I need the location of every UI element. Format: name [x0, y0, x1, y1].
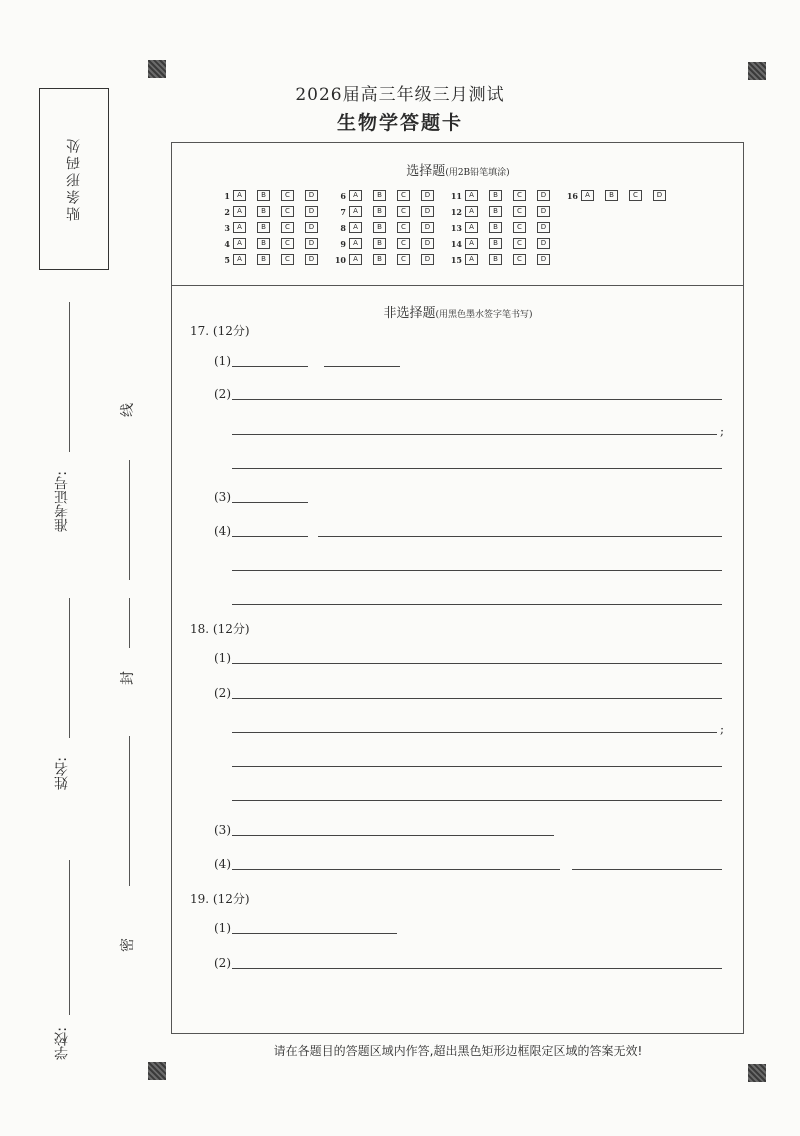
field-line-school — [69, 860, 70, 1015]
bubble-q7-b[interactable]: B — [373, 206, 386, 217]
choice-question-14 — [448, 238, 561, 249]
bubble-q6-d[interactable]: D — [421, 190, 434, 201]
q19-part2-answer[interactable] — [232, 968, 722, 969]
bubble-q8-d[interactable]: D — [421, 222, 434, 233]
choice-heading-note: (用2B铅笔填涂) — [445, 168, 510, 178]
choice-question-number: 7 — [340, 206, 346, 217]
bubble-q5-d[interactable]: D — [305, 254, 318, 265]
q17-part4-line3[interactable] — [232, 604, 722, 605]
choice-question-number: 6 — [340, 190, 346, 201]
choice-question-12 — [448, 206, 561, 217]
card-title: 生物学答题卡 — [336, 112, 463, 134]
q18-title: 18. (12分) — [190, 622, 250, 636]
exam-id-field[interactable] — [52, 452, 72, 532]
choice-question-number: 14 — [450, 238, 462, 249]
choice-question-2 — [216, 206, 329, 217]
choice-question-11 — [448, 190, 561, 201]
seal-char-close: 密 — [120, 938, 136, 952]
choice-question-8 — [332, 222, 445, 233]
q18-part2-line4[interactable] — [232, 800, 722, 801]
bubble-q6-b[interactable]: B — [373, 190, 386, 201]
bubble-q4-b[interactable]: B — [257, 238, 270, 249]
seal-line-2 — [129, 598, 130, 648]
bubble-q14-a[interactable]: A — [465, 238, 478, 249]
q18-part4-answer-b[interactable] — [572, 869, 722, 870]
nonchoice-heading — [0, 302, 800, 321]
bubble-q12-d[interactable]: D — [537, 206, 550, 217]
seal-line-3 — [129, 736, 130, 886]
seal-line-1 — [129, 460, 130, 580]
bubble-q3-d[interactable]: D — [305, 222, 318, 233]
field-line-id — [69, 302, 70, 452]
choice-question-number: 1 — [224, 190, 230, 201]
q17-part2-line3[interactable] — [232, 468, 722, 469]
bubble-q9-d[interactable]: D — [421, 238, 434, 249]
choice-question-number: 15 — [450, 254, 462, 265]
bubble-q9-c[interactable]: C — [397, 238, 410, 249]
barcode-label: 贴条形码处 — [66, 136, 82, 222]
q18-semicolon: ; — [720, 722, 725, 736]
q17-part1-label: (1) — [214, 354, 231, 368]
q17-part2-line1[interactable] — [232, 399, 722, 400]
seal-char-line: 线 — [120, 403, 136, 417]
bubble-q1-a[interactable]: A — [233, 190, 246, 201]
bubble-q11-c[interactable]: C — [513, 190, 526, 201]
q18-part2-line3[interactable] — [232, 766, 722, 767]
exam-title: 2026届高三年级三月测试 — [295, 85, 505, 105]
bubble-q2-d[interactable]: D — [305, 206, 318, 217]
field-line-name — [69, 598, 70, 738]
bubble-q13-a[interactable]: A — [465, 222, 478, 233]
name-label: 姓名: — [54, 757, 70, 790]
nonchoice-heading-note: (用黑色墨水签字笔书写) — [435, 310, 533, 320]
bubble-q15-c[interactable]: C — [513, 254, 526, 265]
seal-char-seal: 封 — [120, 671, 136, 685]
bubble-q11-d[interactable]: D — [537, 190, 550, 201]
choice-question-4 — [216, 238, 329, 249]
choice-question-7 — [332, 206, 445, 217]
choice-question-9 — [332, 238, 445, 249]
footer-note: 请在各题目的答题区域内作答,超出黑色矩形边框限定区域的答案无效! — [273, 1044, 643, 1058]
choice-question-number: 3 — [224, 222, 230, 233]
q18-part4-label: (4) — [214, 857, 231, 871]
bubble-q3-c[interactable]: C — [281, 222, 294, 233]
choice-question-10 — [332, 254, 445, 265]
name-field[interactable] — [52, 740, 72, 790]
q18-part2-line1[interactable] — [232, 698, 722, 699]
bubble-q1-c[interactable]: C — [281, 190, 294, 201]
corner-marker-bottom-left — [148, 1062, 166, 1080]
choice-heading — [0, 160, 800, 179]
q17-part1-answer-b[interactable] — [324, 366, 400, 367]
choice-question-number: 2 — [224, 206, 230, 217]
bubble-q8-b[interactable]: B — [373, 222, 386, 233]
choice-heading-text: 选择题 — [406, 164, 446, 179]
bubble-q16-d[interactable]: D — [653, 190, 666, 201]
bubble-q5-b[interactable]: B — [257, 254, 270, 265]
q18-part1-label: (1) — [214, 651, 231, 665]
bubble-q13-c[interactable]: C — [513, 222, 526, 233]
bubble-q1-b[interactable]: B — [257, 190, 270, 201]
q17-title: 17. (12分) — [190, 324, 250, 338]
bubble-q14-d[interactable]: D — [537, 238, 550, 249]
bubble-q5-a[interactable]: A — [233, 254, 246, 265]
choice-question-number: 13 — [450, 222, 462, 233]
bubble-q2-c[interactable]: C — [281, 206, 294, 217]
bubble-q6-c[interactable]: C — [397, 190, 410, 201]
bubble-q15-b[interactable]: B — [489, 254, 502, 265]
choice-question-1 — [216, 190, 329, 201]
bubble-q16-a[interactable]: A — [581, 190, 594, 201]
corner-marker-top-right — [748, 62, 766, 80]
barcode-area — [39, 88, 109, 270]
bubble-q7-d[interactable]: D — [421, 206, 434, 217]
choice-question-number: 12 — [450, 206, 462, 217]
q18-part3-label: (3) — [214, 823, 231, 837]
bubble-q10-a[interactable]: A — [349, 254, 362, 265]
bubble-q1-d[interactable]: D — [305, 190, 318, 201]
bubble-q16-b[interactable]: B — [605, 190, 618, 201]
q17-part4-label: (4) — [214, 524, 231, 538]
q18-part4-answer-a[interactable] — [232, 869, 560, 870]
choice-question-number: 4 — [224, 238, 230, 249]
q17-part2-line2[interactable] — [232, 434, 717, 435]
bubble-q7-c[interactable]: C — [397, 206, 410, 217]
choice-question-number: 8 — [340, 222, 346, 233]
bubble-q7-a[interactable]: A — [349, 206, 362, 217]
q19-title: 19. (12分) — [190, 892, 250, 906]
bubble-q11-b[interactable]: B — [489, 190, 502, 201]
choice-question-3 — [216, 222, 329, 233]
q19-part1-label: (1) — [214, 921, 231, 935]
bubble-q9-a[interactable]: A — [349, 238, 362, 249]
bubble-q8-c[interactable]: C — [397, 222, 410, 233]
bubble-q12-b[interactable]: B — [489, 206, 502, 217]
choice-question-5 — [216, 254, 329, 265]
q18-part1-answer[interactable] — [232, 663, 722, 664]
choice-question-16 — [564, 190, 677, 201]
bubble-q15-d[interactable]: D — [537, 254, 550, 265]
q17-part3-answer[interactable] — [232, 502, 308, 503]
q18-part3-answer[interactable] — [232, 835, 554, 836]
choice-question-number: 5 — [224, 254, 230, 265]
bubble-q2-b[interactable]: B — [257, 206, 270, 217]
bubble-q5-c[interactable]: C — [281, 254, 294, 265]
nonchoice-heading-text: 非选择题 — [383, 306, 436, 321]
corner-marker-top-left — [148, 60, 166, 78]
q17-part4-line1a[interactable] — [232, 536, 308, 537]
bubble-q12-c[interactable]: C — [513, 206, 526, 217]
q18-part2-line2[interactable] — [232, 732, 717, 733]
choice-question-number: 11 — [450, 190, 462, 201]
bubble-q9-b[interactable]: B — [373, 238, 386, 249]
section-divider — [171, 285, 743, 286]
bubble-q10-d[interactable]: D — [421, 254, 434, 265]
choice-question-number: 16 — [566, 190, 578, 201]
q19-part1-answer[interactable] — [232, 933, 397, 934]
bubble-q3-a[interactable]: A — [233, 222, 246, 233]
q17-part3-label: (3) — [214, 490, 231, 504]
choice-question-13 — [448, 222, 561, 233]
bubble-q4-a[interactable]: A — [233, 238, 246, 249]
q17-part4-line2[interactable] — [232, 570, 722, 571]
q17-part1-answer-a[interactable] — [232, 366, 308, 367]
q18-part2-label: (2) — [214, 686, 231, 700]
bubble-q13-d[interactable]: D — [537, 222, 550, 233]
bubble-q4-c[interactable]: C — [281, 238, 294, 249]
bubble-q14-c[interactable]: C — [513, 238, 526, 249]
q17-semicolon: ; — [720, 424, 725, 438]
bubble-q10-b[interactable]: B — [373, 254, 386, 265]
bubble-q3-b[interactable]: B — [257, 222, 270, 233]
bubble-q12-a[interactable]: A — [465, 206, 478, 217]
choice-question-number: 10 — [334, 254, 346, 265]
bubble-q15-a[interactable]: A — [465, 254, 478, 265]
exam-id-label: 准考证号: — [54, 471, 70, 532]
bubble-q4-d[interactable]: D — [305, 238, 318, 249]
q17-part4-line1b[interactable] — [318, 536, 722, 537]
bubble-q16-c[interactable]: C — [629, 190, 642, 201]
choice-question-number: 9 — [340, 238, 346, 249]
bubble-q6-a[interactable]: A — [349, 190, 362, 201]
bubble-q10-c[interactable]: C — [397, 254, 410, 265]
bubble-q14-b[interactable]: B — [489, 238, 502, 249]
q19-part2-label: (2) — [214, 956, 231, 970]
q17-part2-label: (2) — [214, 387, 231, 401]
bubble-q2-a[interactable]: A — [233, 206, 246, 217]
choice-question-6 — [332, 190, 445, 201]
bubble-q8-a[interactable]: A — [349, 222, 362, 233]
corner-marker-bottom-right — [748, 1064, 766, 1082]
choice-question-15 — [448, 254, 561, 265]
bubble-q11-a[interactable]: A — [465, 190, 478, 201]
bubble-q13-b[interactable]: B — [489, 222, 502, 233]
answer-frame — [171, 142, 744, 1034]
school-label: 学校: — [54, 1027, 70, 1060]
